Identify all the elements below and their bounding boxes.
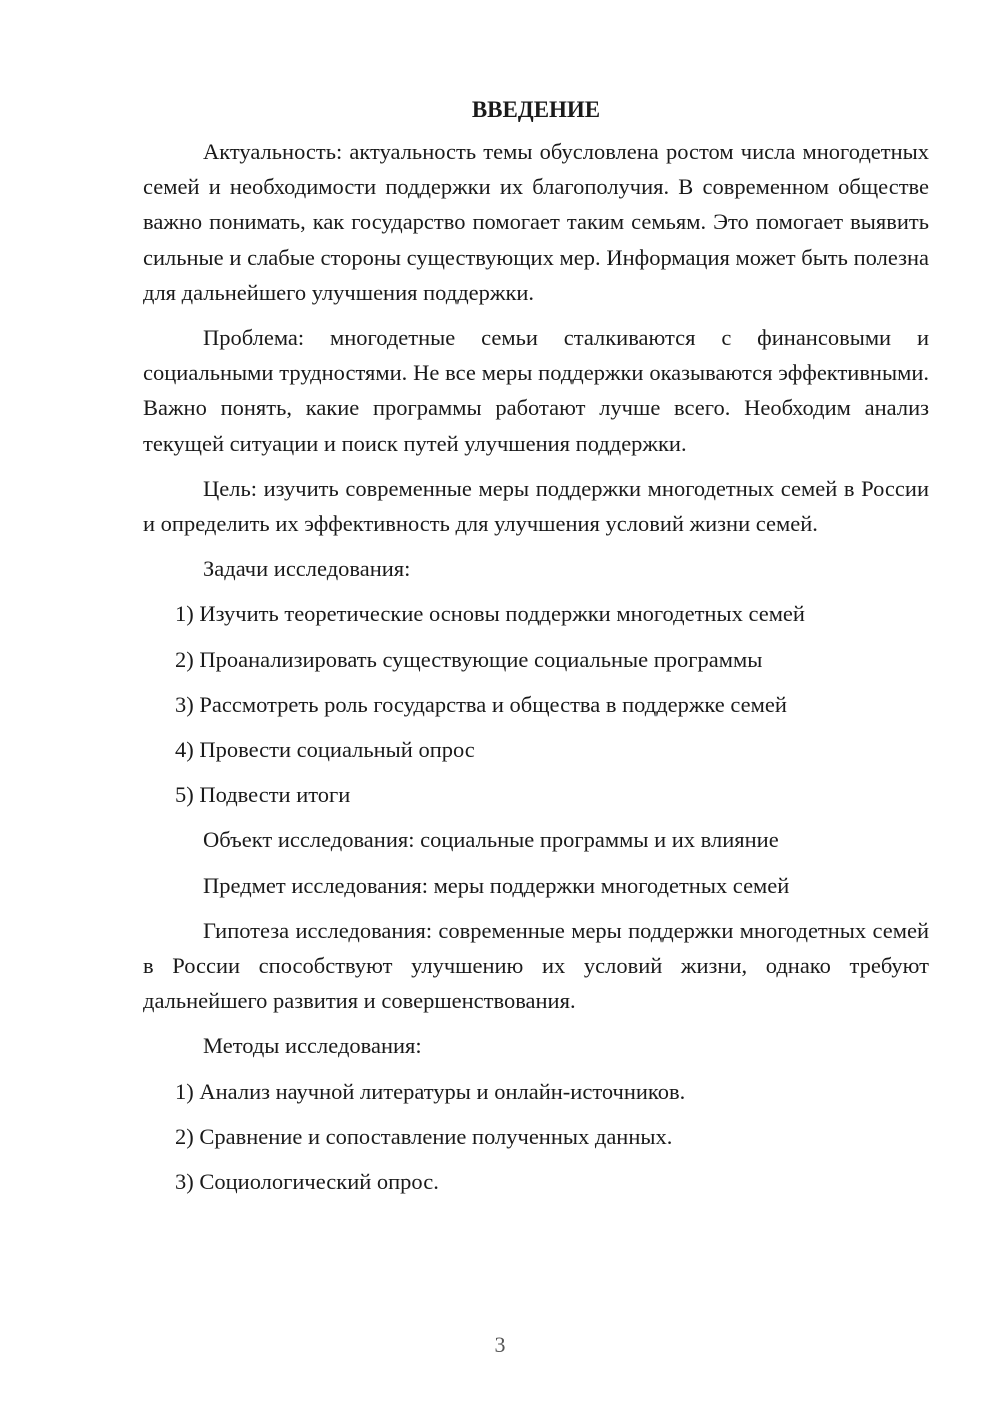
goal-paragraph: Цель: изучить современные меры поддержки многодетных семей в России и определить их эффективность для улучшения условий жизни семей. [143,475,929,537]
task-item: 1) Изучить теоретические основы поддержки многодетных семей [175,601,805,627]
task-item: 3) Рассмотреть роль государства и общества в поддержке семей [175,691,787,717]
methods-heading: Методы исследования: [203,1033,422,1059]
method-item: 3) Социологический опрос. [175,1169,439,1195]
page-number: 3 [494,1332,506,1357]
document-page [143,92,929,1209]
task-item: 2) Проанализировать существующие социальные программы [175,646,763,672]
hypothesis-paragraph: Гипотеза исследования: современные меры поддержки многодетных семей в России способствуют улучшению их условий жизни, однако требуют дальнейшего развития и совершенствования. [143,917,929,1014]
method-item: 1) Анализ научной литературы и онлайн-источников. [175,1078,686,1104]
subject-line: Предмет исследования: меры поддержки многодетных семей [203,872,790,898]
relevance-paragraph: Актуальность: актуальность темы обусловлена ростом числа многодетных семей и необходимости поддержки их благополучия. В современном обществе важно понимать, как государство помогает таким семьям. Это помогает выявить сильные и слабые стороны существующих мер. Информация может быть полезна для дальнейшего улучшения поддержки. [143,139,929,305]
problem-paragraph: Проблема: многодетные семьи сталкиваются с финансовыми и социальными трудностями. Не все меры поддержки оказываются эффективными. Важно понять, какие программы работают лучше всего. Необходим анализ текущей ситуации и поиск путей улучшения поддержки. [143,325,929,456]
task-item: 5) Подвести итоги [175,782,351,808]
page-title: ВВЕДЕНИЕ [471,97,601,122]
task-item: 4) Провести социальный опрос [175,737,475,763]
object-line: Объект исследования: социальные программы и их влияние [203,827,779,853]
method-item: 2) Сравнение и сопоставление полученных данных. [175,1123,673,1149]
tasks-heading: Задачи исследования: [203,556,411,582]
